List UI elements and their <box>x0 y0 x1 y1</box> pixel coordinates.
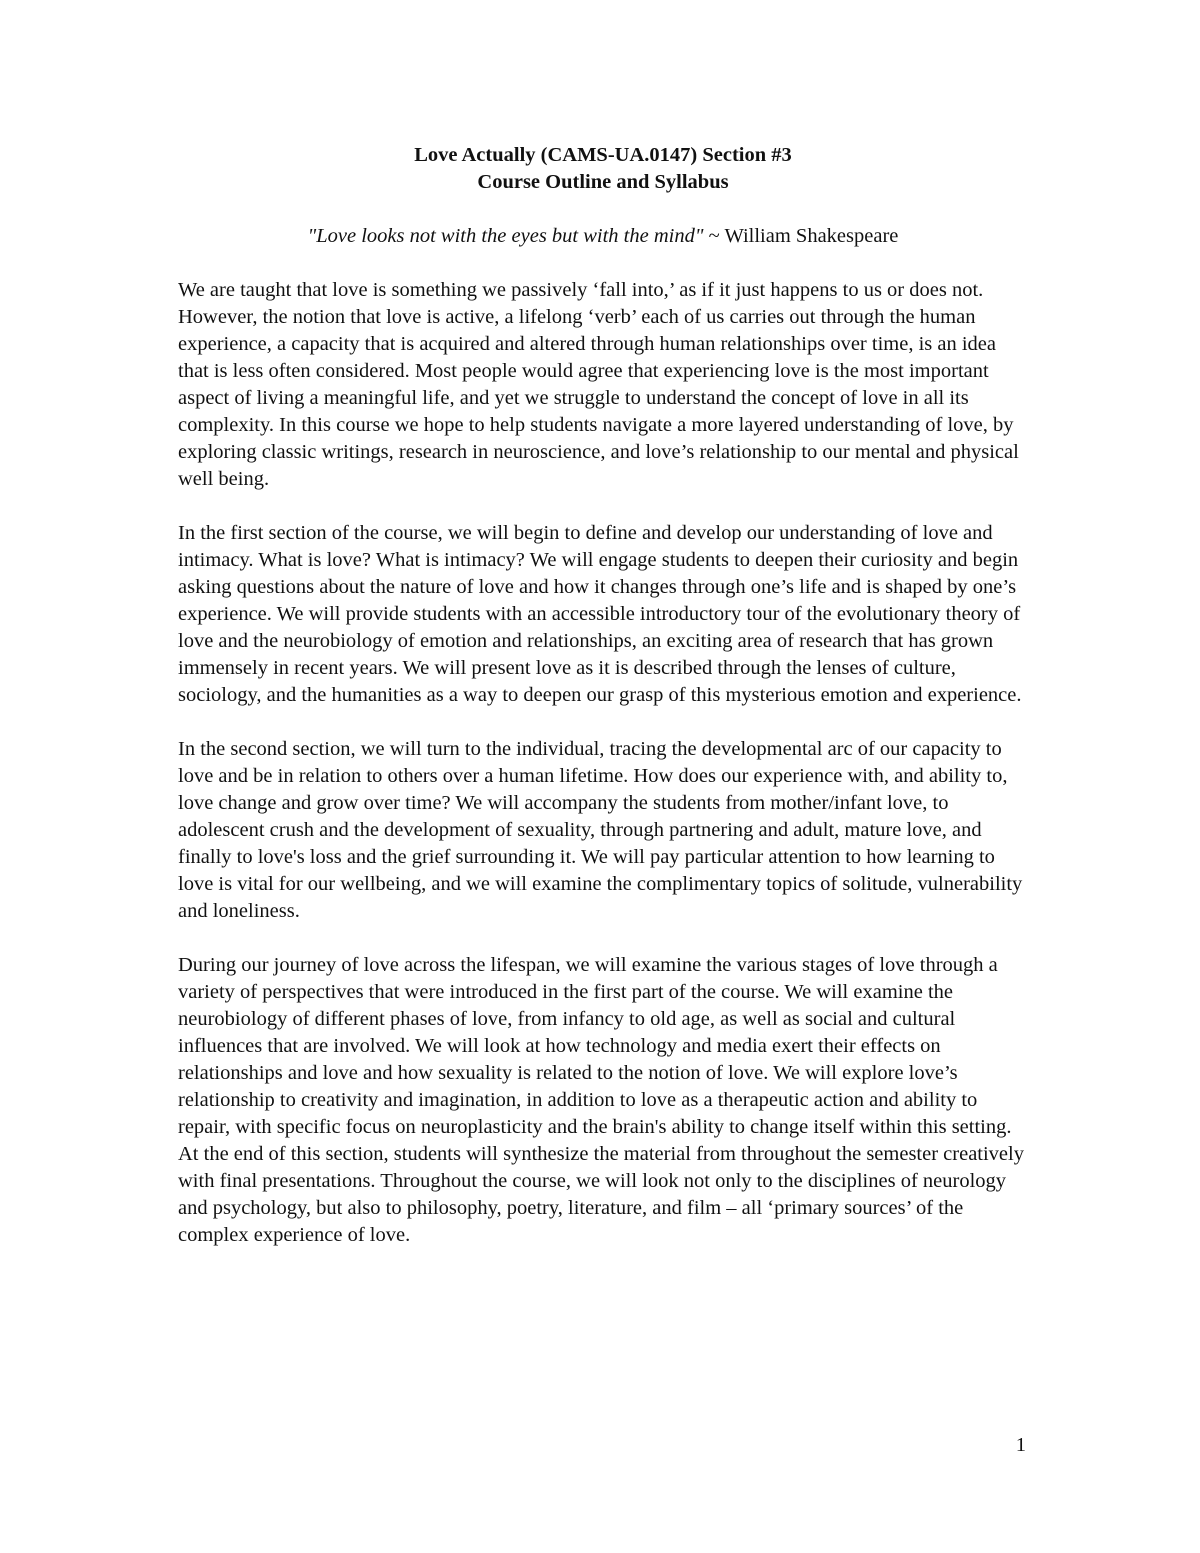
document-body <box>178 142 1028 1249</box>
epigraph-quote: "Love looks not with the eyes but with the mind" <box>307 225 704 247</box>
paragraph-first-section: In the first section of the course, we will begin to define and develop our understanding of love and intimacy. What is love? What is intimacy? We will engage students to deepen their curiosity and begin asking questions about the nature of love and how it changes through one’s life and is shaped by one’s experience. We will provide students with an accessible introductory tour of the evolutionary theory of love and the neurobiology of emotion and relationships, an exciting area of research that has grown immensely in recent years. We will present love as it is described through the lenses of culture, sociology, and the humanities as a way to deepen our grasp of this mysterious emotion and experience. <box>178 522 1022 706</box>
course-subtitle: Course Outline and Syllabus <box>477 171 729 193</box>
paragraph-lifespan-journey: During our journey of love across the lifespan, we will examine the various stages of love through a variety of perspectives that were introduced in the first part of the course. We will examine the neurobiology of different phases of love, from infancy to old age, as well as social and cultural influences that are involved. We will look at how technology and media exert their effects on relationships and love and how sexuality is related to the notion of love. We will explore love’s relationship to creativity and imagination, in addition to love as a therapeutic action and ability to repair, with specific focus on neuroplasticity and the brain's ability to change itself within this setting. At the end of this section, students will synthesize the material from throughout the semester creatively with final presentations. Throughout the course, we will look not only to the disciplines of neurology and psychology, but also to philosophy, poetry, literature, and film – all ‘primary sources’ of the complex experience of love. <box>178 954 1024 1246</box>
page-number: 1 <box>1015 1434 1026 1456</box>
epigraph-attribution: ~ William Shakespeare <box>703 225 899 247</box>
epigraph <box>178 223 1028 250</box>
paragraph-second-section: In the second section, we will turn to the individual, tracing the developmental arc of our capacity to love and be in relation to others over a human lifetime. How does our experience with, and ability to, love change and grow over time? We will accompany the students from mother/infant love, to adolescent crush and the development of sexuality, through partnering and adult, mature love, and finally to love's loss and the grief surrounding it. We will pay particular attention to how learning to love is vital for our wellbeing, and we will examine the complimentary topics of solitude, vulnerability and loneliness. <box>178 738 1023 922</box>
course-title: Love Actually (CAMS-UA.0147) Section #3 <box>414 144 792 166</box>
paragraph-intro: We are taught that love is something we passively ‘fall into,’ as if it just happens to us or does not. However, the notion that love is active, a lifelong ‘verb’ each of us carries out through the human experience, a capacity that is acquired and altered through human relationships over time, is an idea that is less often considered. Most people would agree that experiencing love is the most important aspect of living a meaningful life, and yet we struggle to understand the concept of love in all its complexity. In this course we hope to help students navigate a more layered understanding of love, by exploring classic writings, research in neuroscience, and love’s relationship to our mental and physical well being. <box>178 279 1019 490</box>
